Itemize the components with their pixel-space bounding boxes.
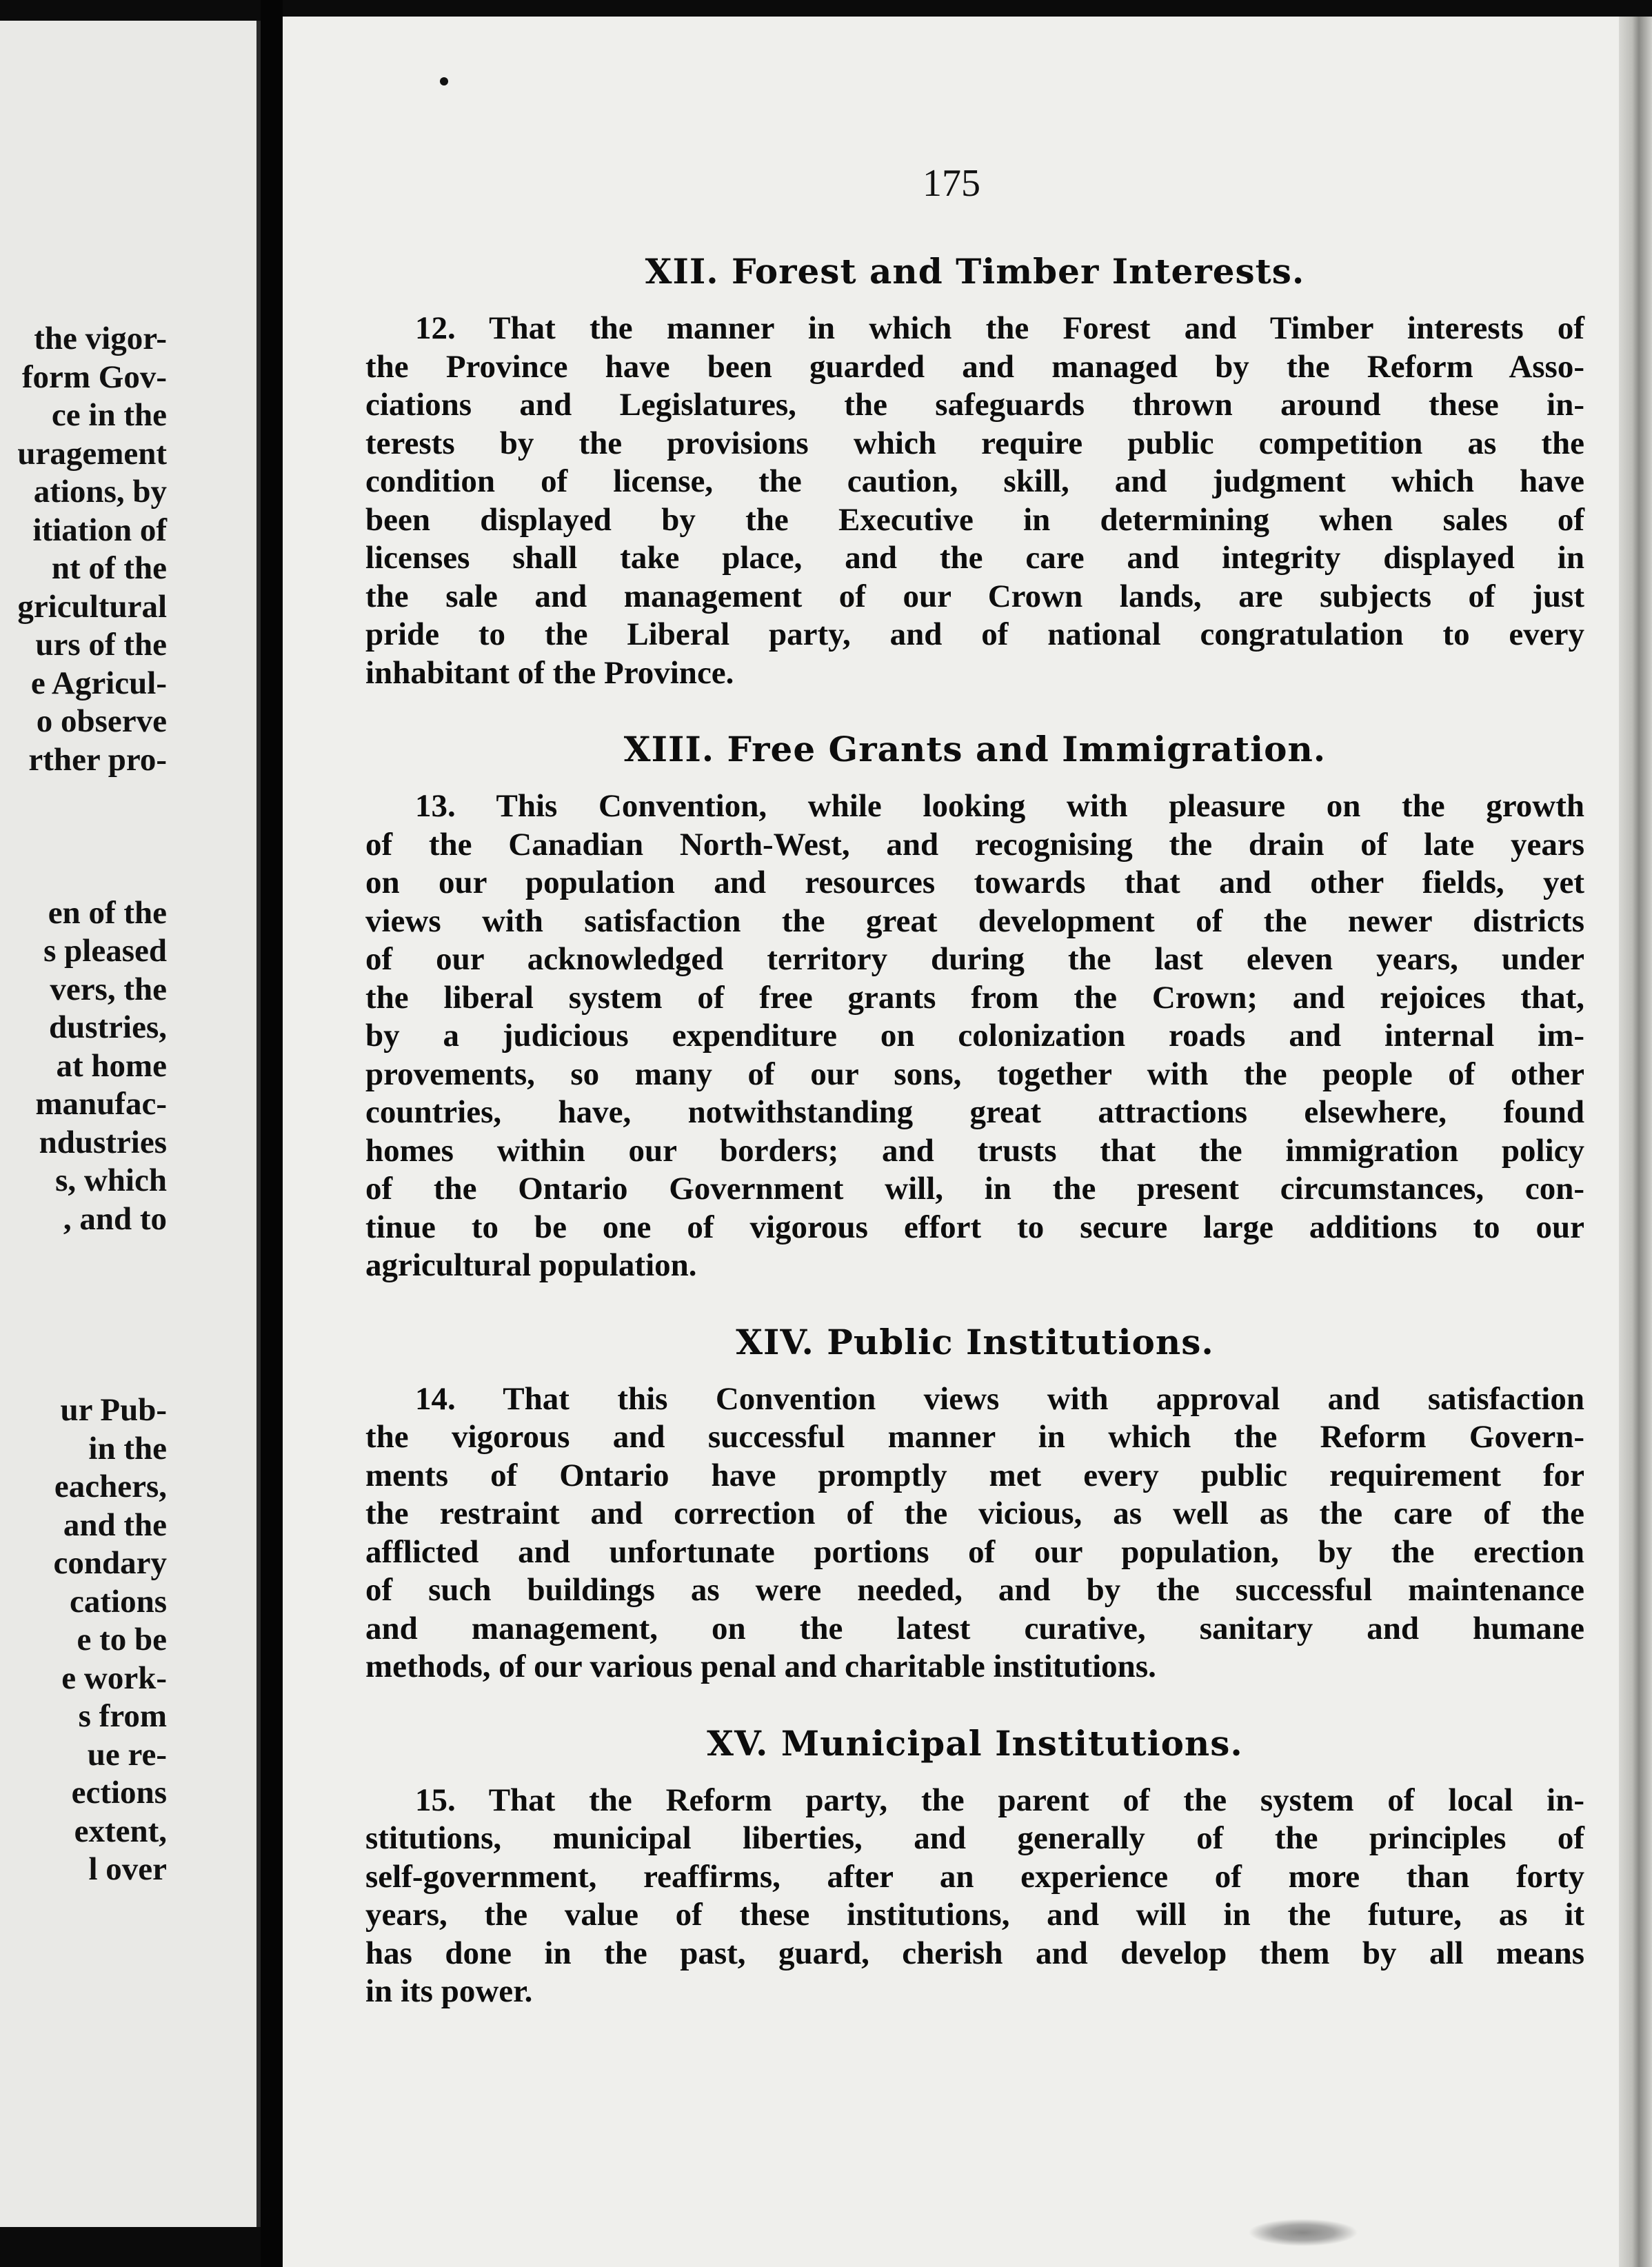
left-text-line: vers, the [50, 971, 167, 1007]
section-heading: XIII. Free Grants and Immigration. [623, 729, 1327, 769]
section-paragraph [365, 787, 1584, 1285]
text-line: 15. That the Reform party, the parent of the system of local in- [415, 1782, 1584, 1818]
page-number: 175 [923, 162, 980, 205]
left-text-line: condary [53, 1545, 167, 1581]
left-text-line: ur Pub- [60, 1392, 167, 1428]
text-line: been displayed by the Executive in determining when sales of [365, 501, 1584, 538]
text-line: the liberal system of free grants from the Crown; and rejoices that, [365, 979, 1584, 1016]
left-text-line: rther pro- [28, 741, 167, 778]
text-line: self-government, reaffirms, after an experience of more than forty [365, 1858, 1584, 1895]
left-text-line: ue re- [87, 1736, 167, 1773]
left-text-line: ce in the [51, 397, 167, 433]
left-text-line: urs of the [35, 627, 167, 663]
left-text-line: en of the [48, 894, 167, 931]
section-free-grants [365, 718, 1584, 1285]
text-line: ments of Ontario have promptly met every public requirement for [365, 1457, 1584, 1493]
text-line: has done in the past, guard, cherish and develop them by all means [365, 1935, 1584, 1971]
left-text-line: o observe [36, 703, 167, 739]
left-text-line: l over [88, 1851, 167, 1887]
left-text-line: gricultural [17, 588, 167, 625]
left-text-line: dustries, [48, 1009, 167, 1045]
left-text-line: ndustries [39, 1124, 167, 1160]
text-line: the sale and management of our Crown lands, are subjects of just [365, 578, 1584, 614]
left-facing-page [0, 21, 261, 2227]
blank-line [17, 1277, 167, 1316]
text-line: the Province have been guarded and managed by the Reform Asso- [365, 348, 1584, 385]
text-line: licenses shall take place, and the care and integrity displayed in [365, 540, 1584, 576]
text-line: provements, so many of our sons, together with the people of other [365, 1056, 1584, 1092]
text-line: years, the value of these institutions, and will in the future, as it [365, 1897, 1584, 1933]
left-text-line: manufac- [35, 1086, 167, 1122]
page-edge [1619, 17, 1652, 2267]
right-page [283, 17, 1652, 2267]
section-paragraph [365, 310, 1584, 692]
text-line: terests by the provisions which require public competition as the [365, 425, 1584, 461]
left-text-line: in the [88, 1430, 167, 1467]
book-gutter [261, 0, 283, 2267]
text-line: the vigorous and successful manner in which the Reform Govern- [365, 1419, 1584, 1455]
left-text-line: , and to [63, 1200, 167, 1237]
left-text-line: itiation of [32, 512, 167, 548]
text-line: views with satisfaction the great development of the newer districts [365, 903, 1584, 939]
text-line: tinue to be one of vigorous effort to secure large additions to our [365, 1209, 1584, 1245]
text-line: methods, of our various penal and charitable institutions. [365, 1649, 1156, 1684]
text-line: afflicted and unfortunate portions of our population, by the erection [365, 1533, 1584, 1570]
blank-line [17, 856, 167, 894]
blank-line [17, 818, 167, 856]
section-public-institutions [365, 1311, 1584, 1686]
blank-line [17, 1238, 167, 1277]
text-line: and management, on the latest curative, sanitary and humane [365, 1610, 1584, 1646]
left-text-line: nt of the [51, 550, 167, 586]
left-text-line: s, which [55, 1162, 167, 1198]
left-text-line: uragement [17, 435, 167, 472]
text-line: countries, have, notwithstanding great attractions elsewhere, found [365, 1094, 1584, 1130]
section-paragraph [365, 1782, 1584, 2011]
text-line: in its power. [365, 1973, 533, 2009]
ink-blot [1248, 2219, 1358, 2246]
left-text-line: ections [71, 1775, 167, 1811]
text-line: the restraint and correction of the vicious, as well as the care of the [365, 1495, 1584, 1531]
blank-line [17, 1315, 167, 1353]
text-line: of the Ontario Government will, in the present circumstances, con- [365, 1171, 1584, 1207]
text-line: stitutions, municipal liberties, and generally of the principles of [365, 1820, 1584, 1856]
text-line: pride to the Liberal party, and of national congratulation to every [365, 616, 1584, 652]
text-line: of our acknowledged territory during the last eleven years, under [365, 941, 1584, 977]
text-line: ciations and Legislatures, the safeguards thrown around these in- [365, 387, 1584, 423]
blank-line [17, 1353, 167, 1392]
left-text-line: extent, [74, 1813, 167, 1849]
text-line: 12. That the manner in which the Forest and Timber interests of [415, 310, 1584, 346]
left-text-line: at home [56, 1047, 167, 1084]
text-line: by a judicious expenditure on colonization roads and internal im- [365, 1018, 1584, 1054]
section-forest-timber [365, 241, 1584, 692]
text-line: on our population and resources towards that and other fields, yet [365, 865, 1584, 900]
left-text-line: and the [63, 1507, 167, 1543]
left-text-line: form Gov- [21, 359, 167, 395]
left-text-line: ations, by [33, 474, 167, 510]
page-content [365, 241, 1584, 2037]
text-line: 13. This Convention, while looking with pleasure on the growth [415, 788, 1584, 824]
text-line: agricultural population. [365, 1247, 697, 1283]
left-text-line: s pleased [43, 933, 167, 969]
text-line: of the Canadian North-West, and recognising the drain of late years [365, 826, 1584, 863]
left-text-line: s from [78, 1698, 167, 1734]
section-municipal-institutions [365, 1713, 1584, 2011]
text-line: 14. That this Convention views with approval and satisfaction [415, 1380, 1584, 1417]
text-line: inhabitant of the Province. [365, 654, 734, 691]
section-heading: XIV. Public Institutions. [736, 1321, 1214, 1362]
blank-line [17, 779, 167, 818]
left-text-line: e work- [61, 1660, 167, 1696]
left-text-line: eachers, [54, 1469, 167, 1504]
section-heading: XII. Forest and Timber Interests. [645, 251, 1305, 292]
left-text-line: e to be [77, 1622, 167, 1658]
text-line: of such buildings as were needed, and by the successful maintenance [365, 1572, 1584, 1608]
text-line: homes within our borders; and trusts that the immigration policy [365, 1132, 1584, 1169]
left-page-text [17, 320, 167, 1889]
left-text-line: the vigor- [34, 321, 167, 356]
left-text-line: cations [70, 1583, 167, 1620]
section-heading: XV. Municipal Institutions. [707, 1722, 1243, 1764]
section-paragraph [365, 1380, 1584, 1686]
left-text-line: e Agricul- [30, 665, 167, 701]
text-line: condition of license, the caution, skill, and judgment which have [365, 463, 1584, 499]
ink-dot [440, 77, 448, 85]
